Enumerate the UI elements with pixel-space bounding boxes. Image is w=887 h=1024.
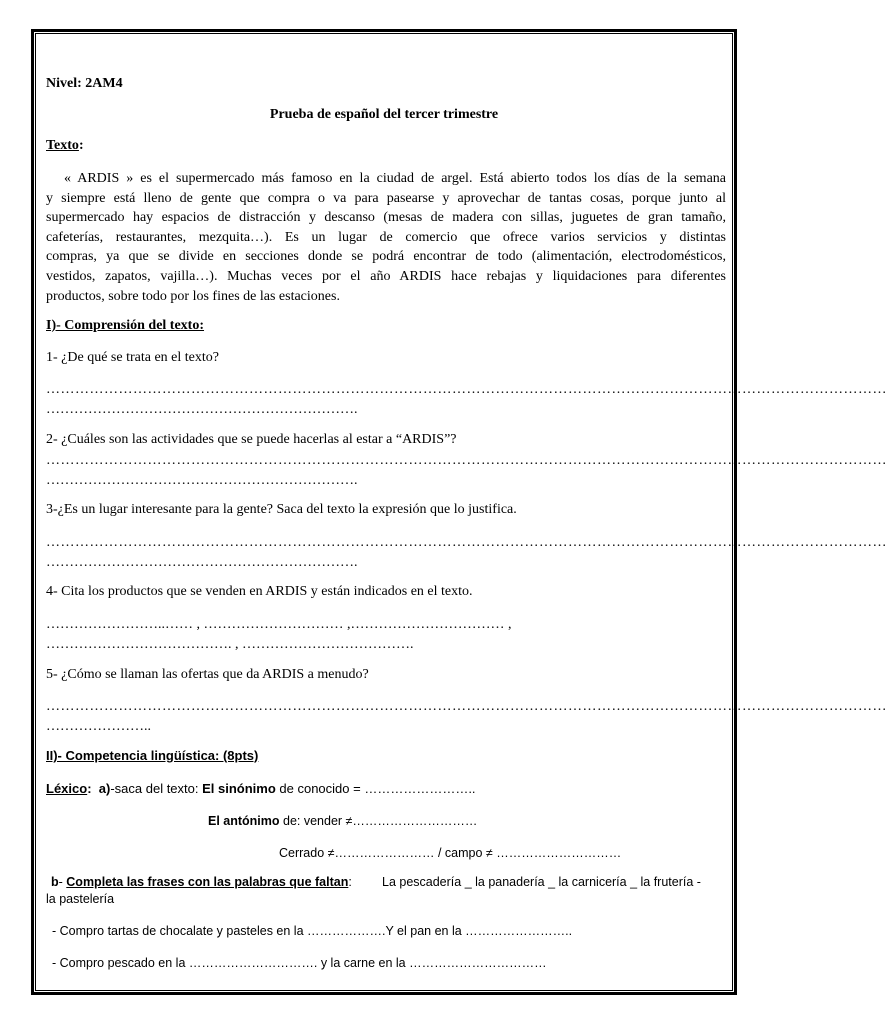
exercise-b-instruction: Completa las frases con las palabras que faltan bbox=[66, 875, 349, 889]
text-line: y siempre está lleno de gente que compra o va para pasearse y aprovechar de tantas cosas, porque junto al bbox=[46, 190, 726, 206]
answer-line[interactable]: ………………………………………………………………………………………………………………………………………………………… bbox=[46, 453, 887, 468]
reading-text bbox=[46, 169, 726, 306]
answer-line[interactable]: …………………………………………………………. bbox=[46, 402, 358, 417]
answer-line[interactable]: ………………….. bbox=[46, 719, 151, 734]
question-5: 5- ¿Cómo se llaman las ofertas que da ARDIS a menudo? bbox=[46, 667, 369, 682]
text-line: supermercado hay espacios de distracción y descanso (mesas de madera con sillas, juguetes de gran tamaño, bbox=[46, 210, 726, 226]
lexico-a-line: Léxico: a)-saca del texto: El sinónimo de conocido = …………………….. bbox=[46, 781, 476, 796]
answer-line[interactable]: ………………………………………………………………………………………………………………………………………………………… bbox=[46, 699, 887, 714]
sentence-1[interactable]: - Compro tartas de chocalate y pasteles en la ……………….Y el pan en la …………………….. bbox=[52, 924, 573, 938]
section-comprehension-heading: I)- Comprensión del texto: bbox=[46, 318, 205, 333]
antonimo-line: El antónimo de: vender ≠………………………… bbox=[208, 814, 478, 828]
texto-heading: Texto: bbox=[46, 138, 84, 153]
question-2: 2- ¿Cuáles son las actividades que se puede hacerlas al estar a “ARDIS”? bbox=[46, 432, 457, 447]
sentence-2[interactable]: - Compro pescado en la …………………………. y la carne en la …………………………… bbox=[52, 956, 547, 970]
word-bank-continued: la pastelería bbox=[46, 892, 115, 906]
answer-line[interactable]: …………………………………………………………. bbox=[46, 473, 358, 488]
text-line: productos, sobre todo por los fines de las estaciones. bbox=[46, 288, 340, 304]
text-line: « ARDIS » es el supermercado más famoso en la ciudad de argel. Está abierto todos los días de la semana bbox=[64, 171, 726, 186]
level-label: Nivel: 2AM4 bbox=[46, 76, 123, 91]
cerrado-line: Cerrado ≠…………………… / campo ≠ ………………………… bbox=[279, 846, 622, 860]
question-3: 3-¿Es un lugar interesante para la gente? Saca del texto la expresión que lo justifica. bbox=[46, 502, 517, 517]
lexico-a-marker: a) bbox=[98, 781, 111, 796]
section-linguistic-heading: II)- Competencia lingüística: (8pts) bbox=[46, 748, 259, 763]
question-4: 4- Cita los productos que se venden en ARDIS y están indicados en el texto. bbox=[46, 584, 473, 599]
lexico-label: Léxico bbox=[46, 781, 88, 796]
text-line: compras, ya que se divide en secciones donde se podrá encontrar de todo (alimentación, electrodomésticos, bbox=[46, 249, 726, 265]
answer-line[interactable]: ……………………..…… , ………………………… ,…………………………… , bbox=[46, 617, 512, 632]
answer-line[interactable]: …………………………………………………………. bbox=[46, 555, 358, 570]
answer-line[interactable]: ………………………………………………………………………………………………………………………………………………………… bbox=[46, 535, 887, 550]
question-1: 1- ¿De qué se trata en el texto? bbox=[46, 350, 219, 365]
answer-line[interactable]: ………………………………………………………………………………………………………………………………………………………… bbox=[46, 382, 887, 397]
exercise-b-heading: b- Completa las frases con las palabras que faltan: bbox=[51, 875, 352, 889]
word-bank: La pescadería _ la panadería _ la carnicería _ la frutería - bbox=[382, 875, 701, 889]
text-line: vestidos, zapatos, vajilla…). Muchas veces por el año ARDIS hace rebajas y liquidaciones para diferentes bbox=[46, 268, 726, 284]
text-line: cafeterías, restaurantes, mezquita…). Es un lugar de comercio que ofrece varios servicios y distintas bbox=[46, 229, 726, 245]
answer-line[interactable]: …………………………………. , ………………………………. bbox=[46, 637, 414, 652]
page-title: Prueba de español del tercer trimestre bbox=[269, 107, 499, 122]
